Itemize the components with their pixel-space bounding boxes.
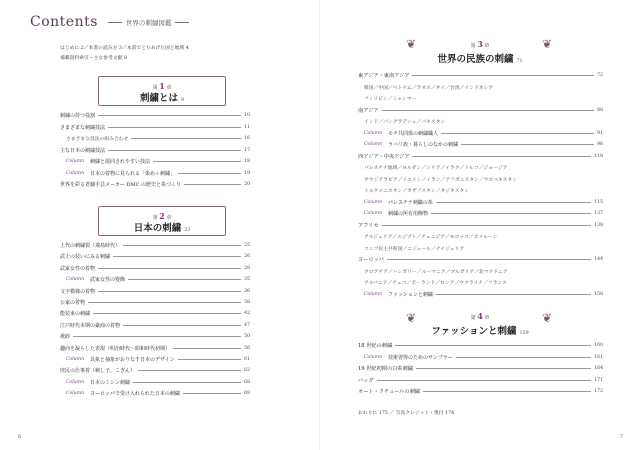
leader-line [153, 161, 241, 162]
toc-entry[interactable] [60, 345, 250, 352]
leader-line [456, 357, 591, 358]
divider [108, 22, 122, 23]
toc-entry-label: パレスチナ刺繍の糸 [388, 199, 433, 206]
chapter-4-title: ファッションと刺繍 159 [431, 326, 529, 337]
toc-entry-page: 72 [597, 73, 603, 78]
toc-entry-page: 88 [597, 107, 603, 113]
toc-entry[interactable] [60, 135, 250, 142]
chapter-3-box [418, 34, 542, 66]
toc-entry-page: 17 [244, 147, 250, 153]
toc-entry[interactable] [60, 288, 250, 295]
toc-entry-page: 35 [244, 277, 250, 283]
toc-entry-page: 96 [597, 142, 603, 147]
leader-line [93, 313, 241, 314]
toc-entry[interactable] [60, 253, 250, 260]
toc-entry[interactable] [60, 265, 250, 272]
leader-line [436, 294, 591, 295]
chapter-1-title: 刺繍とは 9 [139, 93, 185, 104]
leader-line [184, 184, 241, 185]
leader-line [173, 348, 241, 349]
toc-entry[interactable] [60, 299, 250, 306]
chapter-4-number: 第 4 章 [470, 311, 490, 321]
toc-entry-page: 158 [594, 291, 603, 297]
toc-entry-page: 144 [594, 257, 603, 262]
leader-line [98, 115, 241, 116]
toc-entry[interactable] [60, 310, 250, 317]
section-heading-entry[interactable] [358, 222, 603, 229]
column-badge: Column [66, 170, 85, 176]
toc-entry[interactable] [60, 147, 250, 154]
toc-entry-label: 刺繍の所有用飾物 [388, 211, 429, 217]
toc-entry-page: 47 [244, 322, 250, 328]
column-badge: Column [364, 199, 383, 205]
chapter-3-number: 第 3 章 [470, 39, 490, 49]
leader-line [461, 144, 594, 145]
column-badge: Column [364, 211, 383, 216]
chapter-2-title: 日本の刺繍 23 [133, 223, 191, 234]
country-list-text: フィリピン／ミャンマー [364, 97, 417, 102]
leader-line [133, 382, 241, 383]
toc-entry-label: 文字模様の着物 [60, 288, 96, 295]
leader-line [416, 368, 591, 369]
right-page [319, 0, 638, 450]
toc-entry-label: 技術習得のためのサンプラー [388, 354, 453, 361]
toc-entry-label: 武家女性の着物 [60, 265, 96, 272]
toc-entry-label: ヨーロッパ [358, 257, 384, 263]
toc-entry[interactable] [60, 124, 250, 131]
column-entry[interactable] [60, 356, 250, 363]
column-entry[interactable] [358, 141, 603, 148]
ornament-icon: ❦ [542, 37, 553, 51]
toc-entry-page: 161 [594, 354, 603, 360]
leader-line [431, 213, 591, 214]
toc-entry[interactable] [60, 322, 250, 329]
column-entry[interactable] [358, 199, 603, 206]
toc-entry-page: 36 [244, 288, 250, 294]
leader-line [436, 202, 591, 203]
toc-entry-label: 世界を彩る老舗手芸メーカー DMC の歴史と糸づくり [60, 182, 182, 188]
toc-entry-page: 10 [244, 113, 250, 118]
country-list-line [358, 245, 603, 252]
toc-entry-page: 138 [594, 222, 603, 228]
toc-entry-label: 南アジア [358, 107, 379, 114]
column-entry[interactable] [60, 158, 250, 165]
chapter-1-number: 第 1 章 [152, 81, 172, 91]
country-list-line [358, 95, 603, 102]
country-list-line [358, 279, 603, 286]
country-list-text: トルクメニスタン／カザフスタン／タジキスタン [364, 189, 470, 194]
leader-line [387, 259, 591, 260]
column-entry[interactable] [358, 210, 603, 217]
ornament-icon: ❦ [542, 311, 553, 325]
leader-line [128, 279, 241, 280]
column-badge: Column [66, 391, 85, 397]
column-badge: Column [364, 142, 383, 147]
country-list-line [358, 268, 603, 275]
leader-line [98, 268, 241, 269]
leader-line [382, 110, 595, 111]
divider [175, 22, 189, 23]
toc-entry-label: 19 世紀初期の白糸刺繍 [358, 366, 413, 372]
leader-line [123, 245, 241, 246]
section-heading-entry[interactable] [358, 365, 603, 372]
contents-header [30, 14, 193, 30]
country-list-text: サウジアラビア／イエメン／イラン／アフガニスタン／ウズベキスタン [364, 177, 518, 183]
toc-entry-page: 20 [244, 182, 250, 187]
column-badge: Column [66, 159, 85, 164]
country-list-text: クロアチア／ハンガリー／ルーマニア／ブルガリア／北マケドニア [364, 269, 508, 275]
country-list-line [358, 164, 603, 171]
toc-entry[interactable] [60, 242, 250, 249]
toc-entry-page: 16 [244, 136, 250, 141]
leader-line [423, 391, 591, 392]
toc-entry[interactable] [60, 112, 250, 119]
country-list-text: コンゴ民主共和国／ニジェール／ナイジェリア [364, 246, 465, 252]
toc-entry-label: さまざまな刺繍技法 [60, 124, 106, 131]
section-heading-entry[interactable] [358, 342, 603, 349]
country-list-line [358, 84, 603, 91]
toc-entry-page: 62 [244, 368, 250, 374]
toc-entry-label: 能装束の刺繍 [60, 311, 91, 318]
toc-entry-label: 刺繍と混同されやすい技法 [90, 159, 151, 165]
toc-entry-label: 公家の着物 [60, 300, 86, 306]
country-list-text: インド／バングラデシュ／パキスタン [364, 120, 446, 125]
toc-entry-page: 18 [244, 159, 250, 164]
toc-entry-page: 61 [244, 357, 250, 362]
chapter-3-title: 世界の民族の刺繍 71 [437, 54, 523, 65]
toc-entry-page: 42 [244, 311, 250, 317]
country-list-text: 韓国／中国／ベトナム／ラオス／タイ／台湾／インドネシア [364, 85, 494, 91]
toc-entry-label: 武家女性の髪飾 [90, 277, 126, 284]
toc-entry-page: 69 [244, 391, 250, 397]
chapter-1-box [98, 76, 226, 106]
column-entry[interactable] [358, 354, 603, 361]
leader-line [178, 359, 241, 360]
toc-entry-label: 武士の装いにみる刺繍 [60, 254, 111, 261]
ornament-icon: ❦ [406, 311, 417, 325]
intro-line-1: はじめに 2／本書の読み方 3／本書でとりあげた国と地域 4 [60, 46, 189, 51]
country-list-line [358, 233, 603, 240]
toc-entry-page: 115 [594, 199, 603, 205]
toc-entry-page: 50 [244, 334, 250, 340]
chapter-2-number: 第 2 章 [152, 211, 172, 221]
column-entry[interactable] [60, 170, 250, 177]
leader-line [108, 127, 241, 128]
toc-entry-page: 28 [244, 265, 250, 271]
toc-entry-label: 日本のミシン刺繍 [90, 379, 130, 386]
leader-line [88, 302, 241, 303]
toc-entry-label: 上代の刺繍裂（飛鳥時代） [60, 243, 121, 249]
leader-line [412, 75, 594, 76]
section-heading-entry[interactable] [358, 256, 603, 263]
country-list-text: アルバニア／チェコ／ポーランド／ロシア／ウクライナ／フランス [364, 281, 507, 286]
toc-entry-label: ファッションと刺繍 [388, 291, 433, 298]
toc-entry-label: ラバリ族・暮らしのなかの刺繍 [388, 142, 459, 148]
toc-entry[interactable] [60, 367, 250, 374]
toc-entry-label: 18 世紀の刺繍 [358, 343, 393, 349]
toc-entry-label: 主な日本の刺繍技法 [60, 147, 106, 154]
closing-line: おわりに 175 ／ 写真クレジット・奥付 176 [358, 411, 455, 416]
page-number-right: 7 [619, 434, 623, 440]
contents-subtitle [104, 18, 194, 27]
section-heading-entry[interactable] [358, 107, 603, 114]
section-heading-entry[interactable] [358, 72, 603, 79]
toc-entry-page: 26 [244, 254, 250, 260]
column-entry[interactable] [358, 291, 603, 298]
toc-entry-page: 19 [244, 170, 250, 176]
column-badge: Column [66, 277, 85, 283]
toc-entry-label: 江戸時代末期の豪商の着物 [60, 322, 121, 329]
toc-entry-label: ヨーロッパで受け入れられた日本の刺繍 [90, 391, 180, 398]
chapter-4-box [418, 306, 542, 338]
toc-entry-label: アフリカ [358, 222, 379, 229]
toc-entry-label: オート・クチュールの刺繍 [358, 389, 420, 395]
leader-line [113, 256, 241, 257]
section-heading-entry[interactable] [358, 377, 603, 384]
toc-entry-page: 91 [597, 130, 603, 136]
country-list-text: パレスチナ地域／ヨルダン／シリア／イラク／トルコ／ジョージア [364, 166, 508, 171]
column-entry[interactable] [358, 130, 603, 137]
toc-entry-label: モチ共同体の刺繍職人 [388, 130, 439, 137]
book-title: 世界の刺繍図鑑 [125, 18, 172, 27]
leader-line [382, 225, 592, 226]
toc-entry[interactable] [60, 181, 250, 188]
country-list-line [358, 176, 603, 183]
column-entry[interactable] [60, 390, 250, 397]
toc-entry[interactable] [60, 333, 250, 340]
intro-line-2: 補載資料索引・主な参考文献 8 [60, 56, 127, 61]
country-list-line [358, 187, 603, 194]
toc-entry-label: 具象と抽象がおりなす日本のデザイン [90, 357, 175, 363]
column-entry[interactable] [60, 379, 250, 386]
toc-entry-label: 西アジア・中央アジア [358, 153, 410, 160]
leader-line [377, 380, 592, 381]
country-list-line [358, 118, 603, 125]
toc-entry-page: 160 [594, 343, 603, 348]
column-badge: Column [364, 130, 383, 136]
toc-entry-label: 袱紗 [60, 334, 71, 341]
ornament-icon: ❦ [406, 37, 417, 51]
toc-entry-label: 日本の着物に見られる「染め＋刺繍」 [90, 170, 176, 177]
section-heading-entry[interactable] [358, 153, 603, 160]
leader-line [412, 156, 591, 157]
toc-entry-page: 172 [594, 389, 603, 394]
leader-line [441, 133, 594, 134]
column-badge: Column [66, 379, 85, 385]
leader-line [131, 138, 241, 139]
leader-line [123, 325, 241, 326]
toc-entry-label: さまざまな技法の組み合わせ [66, 137, 129, 142]
section-heading-entry[interactable] [358, 388, 603, 395]
toc-entry-page: 171 [594, 377, 603, 383]
chapter-2-box [98, 206, 226, 236]
toc-entry-page: 38 [244, 300, 250, 305]
column-badge: Column [66, 357, 85, 362]
column-badge: Column [364, 354, 383, 360]
toc-entry-label: 趣向を凝らした表現（明治時代〜昭和時代初期） [60, 345, 171, 352]
toc-entry-page: 118 [594, 153, 603, 159]
leader-line [178, 173, 241, 174]
leader-line [73, 336, 241, 337]
toc-entry-page: 164 [594, 366, 603, 371]
toc-entry-page: 56 [244, 345, 250, 351]
leader-line [183, 393, 241, 394]
toc-entry-page: 137 [594, 211, 603, 216]
toc-entry-page: 68 [244, 379, 250, 385]
toc-entry-label: バッグ [358, 377, 374, 384]
toc-entry-label: 東アジア・東南アジア [358, 73, 410, 79]
page-number-left: 6 [18, 434, 22, 440]
leader-line [108, 150, 241, 151]
leader-line [138, 370, 241, 371]
leader-line [98, 291, 241, 292]
leader-line [395, 345, 591, 346]
toc-entry-page: 25 [244, 243, 250, 248]
column-badge: Column [364, 291, 383, 297]
contents-title: Contents [30, 14, 98, 30]
toc-entry-page: 11 [244, 124, 250, 130]
column-entry[interactable] [60, 276, 250, 283]
toc-entry-label: 庶民の仕事着（刺し子、こぎん） [60, 368, 136, 375]
country-list-text: アルジェリア／エジプト／チュニジア／モロッコ／カメルーン [364, 235, 498, 240]
toc-entry-label: 刺繍の持つ役割 [60, 113, 96, 119]
